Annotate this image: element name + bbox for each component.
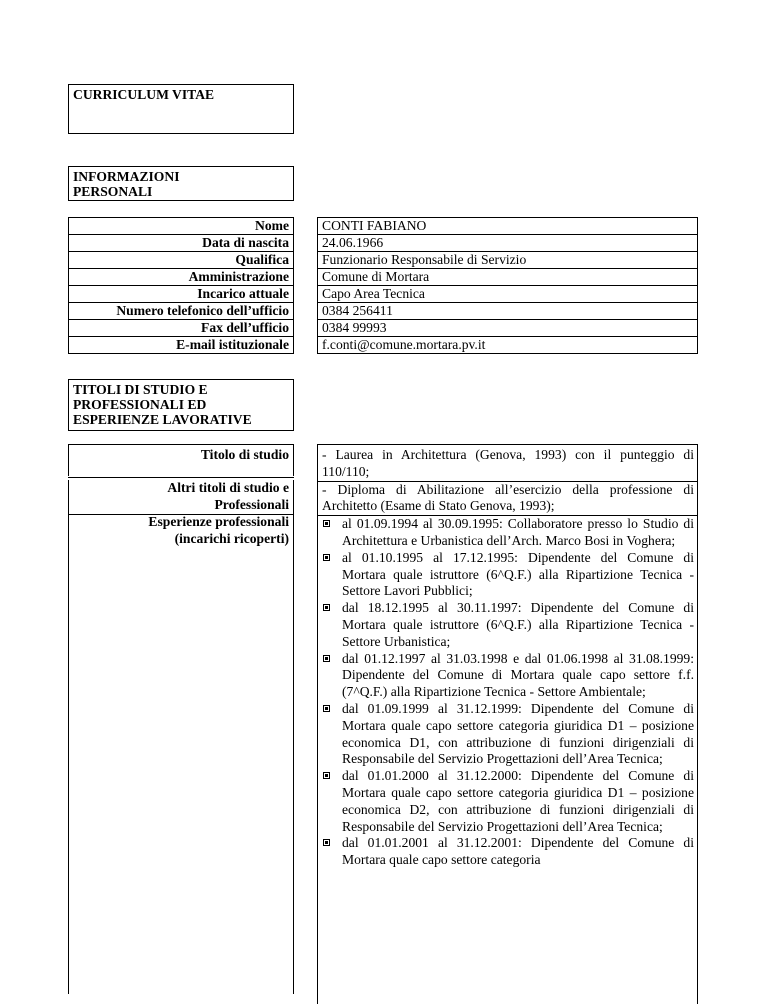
experience-item: dal 01.09.1999 al 31.12.1999: Dipendente del Comune di Mortara quale capo settore categoria giuridica D1 – posizione economica D1, con attribuzione di funzioni dirigenziali di Responsabile del Servizio Progettazioni dell’Area Tecnica; bbox=[318, 701, 697, 768]
value-data-nascita: 24.06.1966 bbox=[317, 234, 698, 251]
studies-title-box bbox=[68, 379, 294, 431]
studies-label-column bbox=[68, 444, 294, 994]
personal-info-title: INFORMAZIONI PERSONALI bbox=[73, 169, 180, 199]
value-fax: 0384 99993 bbox=[317, 319, 698, 336]
value-amministrazione: Comune di Mortara bbox=[317, 268, 698, 285]
label-amministrazione: Amministrazione bbox=[68, 268, 294, 285]
bullet-icon bbox=[323, 705, 330, 712]
experience-item: dal 01.01.2000 al 31.12.2000: Dipendente del Comune di Mortara quale capo settore categoria giuridica D1 – posizione economica D2, con attribuzione di funzioni dirigenziali di Responsabile del Servizio Progettazioni dell’Area Tecnica; bbox=[318, 768, 697, 835]
titolo-value: - Laurea in Architettura (Genova, 1993) con il punteggio di 110/110; bbox=[318, 444, 697, 481]
value-telefono: 0384 256411 bbox=[317, 302, 698, 319]
label-esperienze-2: (incarichi ricoperti) bbox=[68, 531, 294, 548]
bullet-icon bbox=[323, 520, 330, 527]
label-column-filler bbox=[68, 548, 294, 994]
value-incarico: Capo Area Tecnica bbox=[317, 285, 698, 302]
experiences-list bbox=[318, 515, 697, 869]
label-email: E-mail istituzionale bbox=[68, 336, 294, 354]
label-fax: Fax dell’ufficio bbox=[68, 319, 294, 336]
value-email: f.conti@comune.mortara.pv.it bbox=[317, 336, 698, 354]
label-titolo-studio: Titolo di studio bbox=[68, 444, 294, 476]
experience-item: al 01.10.1995 al 17.12.1995: Dipendente del Comune di Mortara quale istruttore (6^Q.F.) alla Ripartizione Tecnica - Settore Lavori Pubblici; bbox=[318, 550, 697, 600]
label-esperienze-1: Esperienze professionali bbox=[68, 514, 294, 531]
bullet-icon bbox=[323, 554, 330, 561]
experience-item: dal 01.12.1997 al 31.03.1998 e dal 01.06.1998 al 31.08.1999: Dipendente del Comune di Mortara quale capo settore f.f. (7^Q.F.) alla Ripartizione Tecnica - Settore Ambientale; bbox=[318, 651, 697, 701]
altri-value: - Diploma di Abilitazione all’esercizio della professione di Architetto (Esame di Stato Genova, 1993); bbox=[318, 481, 697, 516]
bullet-icon bbox=[323, 839, 330, 846]
experience-item: dal 18.12.1995 al 30.11.1997: Dipendente del Comune di Mortara quale istruttore (6^Q.F.) alla Ripartizione Tecnica - Settore Urbanistica; bbox=[318, 600, 697, 650]
value-qualifica: Funzionario Responsabile di Servizio bbox=[317, 251, 698, 268]
bullet-icon bbox=[323, 604, 330, 611]
experience-item: dal 01.01.2001 al 31.12.2001: Dipendente del Comune di Mortara quale capo settore categoria bbox=[318, 835, 697, 869]
label-qualifica: Qualifica bbox=[68, 251, 294, 268]
cv-title-box bbox=[68, 84, 294, 134]
personal-info-title-box bbox=[68, 166, 294, 201]
label-altri-2: Professionali bbox=[68, 497, 294, 514]
studies-value-column bbox=[317, 444, 698, 1004]
label-data-nascita: Data di nascita bbox=[68, 234, 294, 251]
label-incarico: Incarico attuale bbox=[68, 285, 294, 302]
experience-item: al 01.09.1994 al 30.09.1995: Collaboratore presso lo Studio di Architettura e Urbanistica dell’Arch. Marco Bosi in Voghera; bbox=[318, 516, 697, 550]
label-divider bbox=[68, 477, 294, 478]
bullet-icon bbox=[323, 772, 330, 779]
cv-title: CURRICULUM VITAE bbox=[73, 87, 215, 102]
label-nome: Nome bbox=[68, 217, 294, 234]
label-altri-1: Altri titoli di studio e bbox=[68, 480, 294, 497]
value-nome: CONTI FABIANO bbox=[317, 217, 698, 234]
label-telefono: Numero telefonico dell’ufficio bbox=[68, 302, 294, 319]
bullet-icon bbox=[323, 655, 330, 662]
studies-title: TITOLI DI STUDIO E PROFESSIONALI ED ESPERIENZE LAVORATIVE bbox=[73, 382, 252, 427]
